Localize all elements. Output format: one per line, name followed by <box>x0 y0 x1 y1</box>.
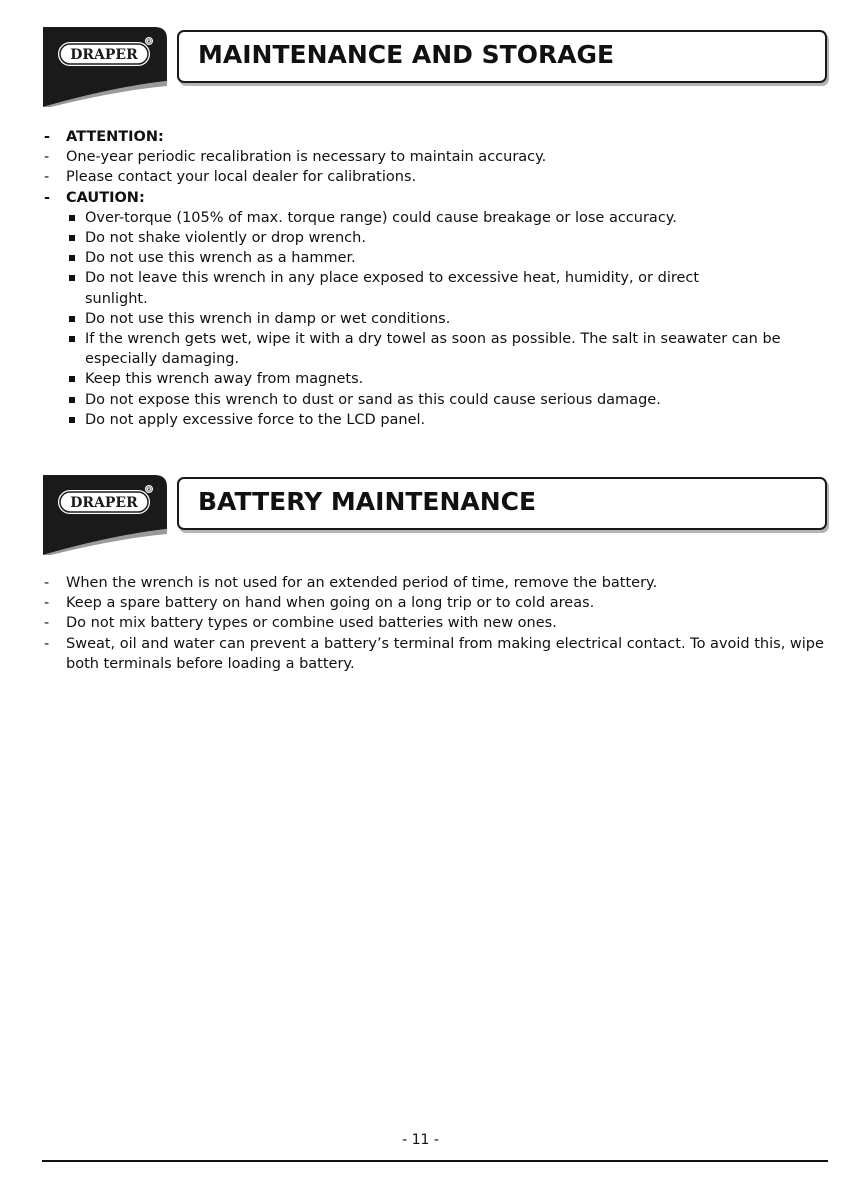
registered-mark: ® <box>145 37 153 46</box>
list-item: - One-year periodic recalibration is necessary to maintain accuracy. <box>44 149 547 166</box>
list-item: - Do not mix battery types or combine used batteries with new ones. <box>44 615 557 632</box>
list-item: - When the wrench is not used for an extended period of time, remove the battery. <box>44 575 658 591</box>
section-title: MAINTENANCE AND STORAGE <box>198 40 615 69</box>
bullet-item: Do not apply excessive force to the LCD panel. <box>42 410 832 430</box>
attention-heading: ATTENTION: <box>66 129 164 145</box>
list-item: - Please contact your local dealer for calibrations. <box>44 169 417 186</box>
bullet-item: Over-torque (105% of max. torque range) could cause breakage or lose accuracy. <box>42 208 832 228</box>
section-title: BATTERY MAINTENANCE <box>198 487 537 516</box>
section-title-box <box>177 477 827 530</box>
bullet-item: Do not use this wrench as a hammer. <box>42 248 832 268</box>
footer-divider <box>42 1160 828 1162</box>
section-title-box <box>177 30 827 83</box>
bullet-item: Do not leave this wrench in any place exposed to excessive heat, humidity, or direct sunlight. <box>42 268 725 308</box>
battery-content <box>42 573 832 674</box>
caution-heading: CAUTION: <box>66 189 145 206</box>
list-item: - Keep a spare battery on hand when going on a long trip or to cold areas. <box>44 595 595 612</box>
bullet-item: Keep this wrench away from magnets. <box>42 369 832 389</box>
bullet-item: Do not use this wrench in damp or wet conditions. <box>42 309 832 329</box>
caution-line: - CAUTION: <box>44 189 145 206</box>
list-item: - Sweat, oil and water can prevent a battery’s terminal from making electrical contact. To avoid this, wipe both terminals before loading a battery. <box>44 635 824 672</box>
maintenance-content <box>42 127 832 430</box>
page-number: - 11 - <box>402 1132 439 1148</box>
registered-mark: ® <box>145 485 153 494</box>
logo-text: DRAPER <box>70 495 138 511</box>
bullet-item: If the wrench gets wet, wipe it with a dry towel as soon as possible. The salt in seawater can be especially damaging. <box>42 329 832 369</box>
logo-text: DRAPER <box>70 47 138 63</box>
draper-logo <box>43 27 167 107</box>
draper-logo <box>43 475 167 555</box>
bullet-item: Do not expose this wrench to dust or sand as this could cause serious damage. <box>42 390 832 410</box>
bullet-item: Do not shake violently or drop wrench. <box>42 228 832 248</box>
attention-line: - ATTENTION: <box>44 129 164 145</box>
